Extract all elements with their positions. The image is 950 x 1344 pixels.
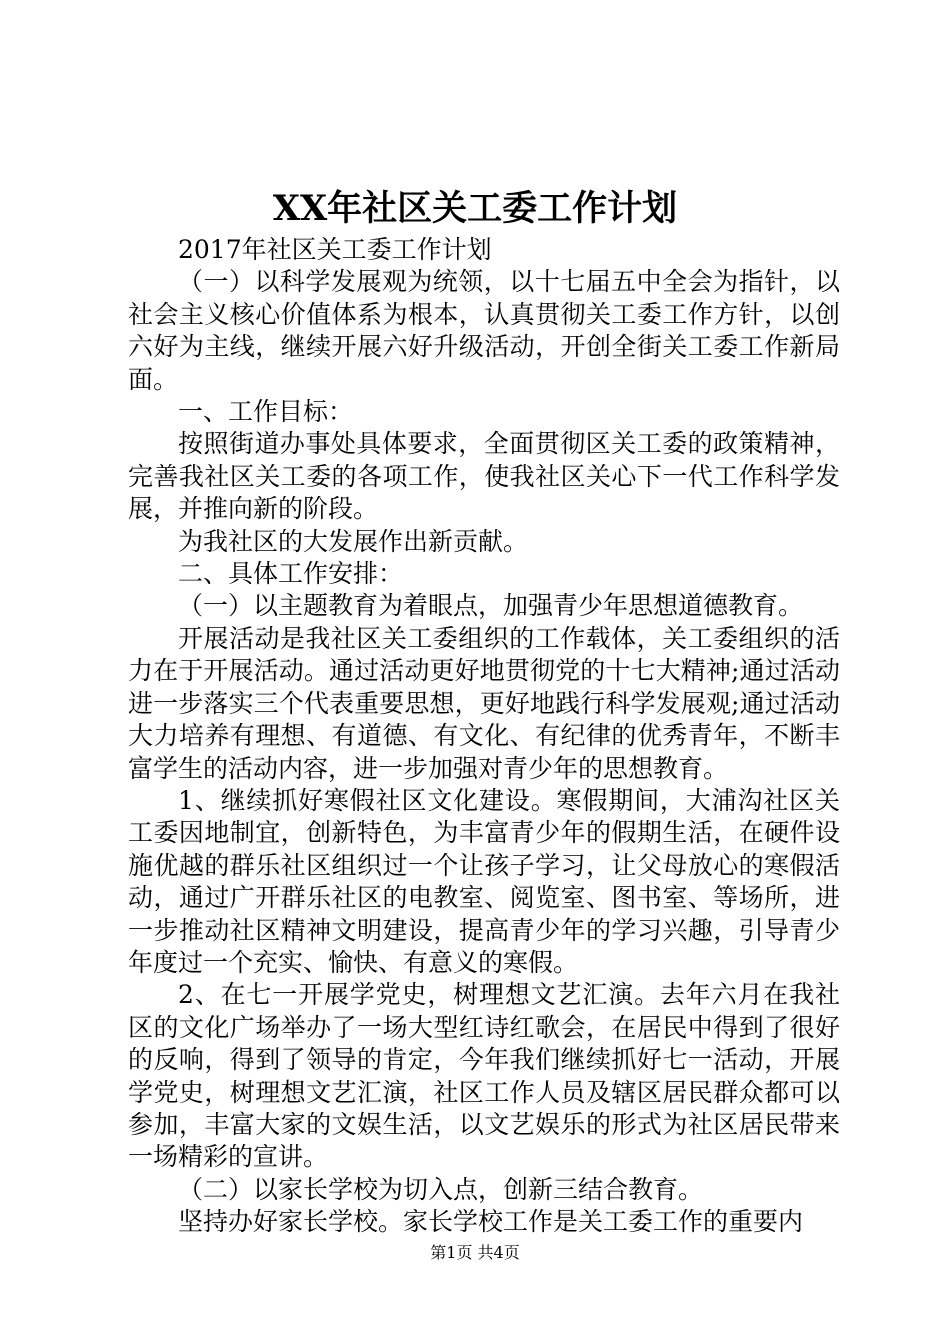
heading-parent-school: （二）以家长学校为切入点，创新三结合教育。 xyxy=(178,1174,704,1204)
paragraph-subtitle: 2017年社区关工委工作计划 xyxy=(178,235,492,264)
page-footer: 第1页 共4页 xyxy=(430,1243,520,1262)
paragraph-guiding-principle: （一）以科学发展观为统领，以十七届五中全会为指针，以社会主义核心价值体系为根本，认真贯彻关工委工作方针，以创六好为主线，继续开展六好升级活动，开创全街关工委工作新局面。 xyxy=(128,267,840,394)
document-title: XX年社区关工委工作计划 xyxy=(272,188,678,229)
heading-theme-education: （一）以主题教育为着眼点，加强青少年思想道德教育。 xyxy=(178,591,804,621)
document-body xyxy=(128,234,840,1239)
paragraph-parent-school: 坚持办好家长学校。家长学校工作是关工委工作的重要内 xyxy=(178,1207,804,1237)
paragraph-activities: 开展活动是我社区关工委组织的工作载体，关工委组织的活力在于开展活动。通过活动更好地贯彻党的十七大精神;通过活动进一步落实三个代表重要思想，更好地践行科学发展观;通过活动大力培养有理想、有道德、有文化、有纪律的优秀青年，不断丰富学生的活动内容，进一步加强对青少年的思想教育。 xyxy=(128,623,840,783)
heading-arrangements: 二、具体工作安排： xyxy=(178,559,404,589)
paragraph-winter-vacation: 1、继续抓好寒假社区文化建设。寒假期间，大浦沟社区关工委因地制宜，创新特色，为丰富青少年的假期生活，在硬件设施优越的群乐社区组织过一个让孩子学习，让父母放心的寒假活动，通过广开群乐社区的电教室、阅览室、图书室、等场所，进一步推动社区精神文明建设，提高青少年的学习兴趣，引导青少年度过一个充实、愉快、有意义的寒假。 xyxy=(128,785,840,977)
paragraph-contribution: 为我社区的大发展作出新贡献。 xyxy=(178,526,529,556)
paragraph-work-goals: 按照街道办事处具体要求，全面贯彻区关工委的政策精神，完善我社区关工委的各项工作，使我社区关心下一代工作科学发展，并推向新的阶段。 xyxy=(128,429,840,524)
paragraph-july-performance: 2、在七一开展学党史，树理想文艺汇演。去年六月在我社区的文化广场举办了一场大型红诗红歌会，在居民中得到了很好的反响，得到了领导的肯定，今年我们继续抓好七一活动，开展学党史，树理想文艺汇演，社区工作人员及辖区居民群众都可以参加，丰富大家的文娱生活，以文艺娱乐的形式为社区居民带来一场精彩的宣讲。 xyxy=(128,980,840,1172)
heading-work-goals: 一、工作目标： xyxy=(178,397,354,427)
